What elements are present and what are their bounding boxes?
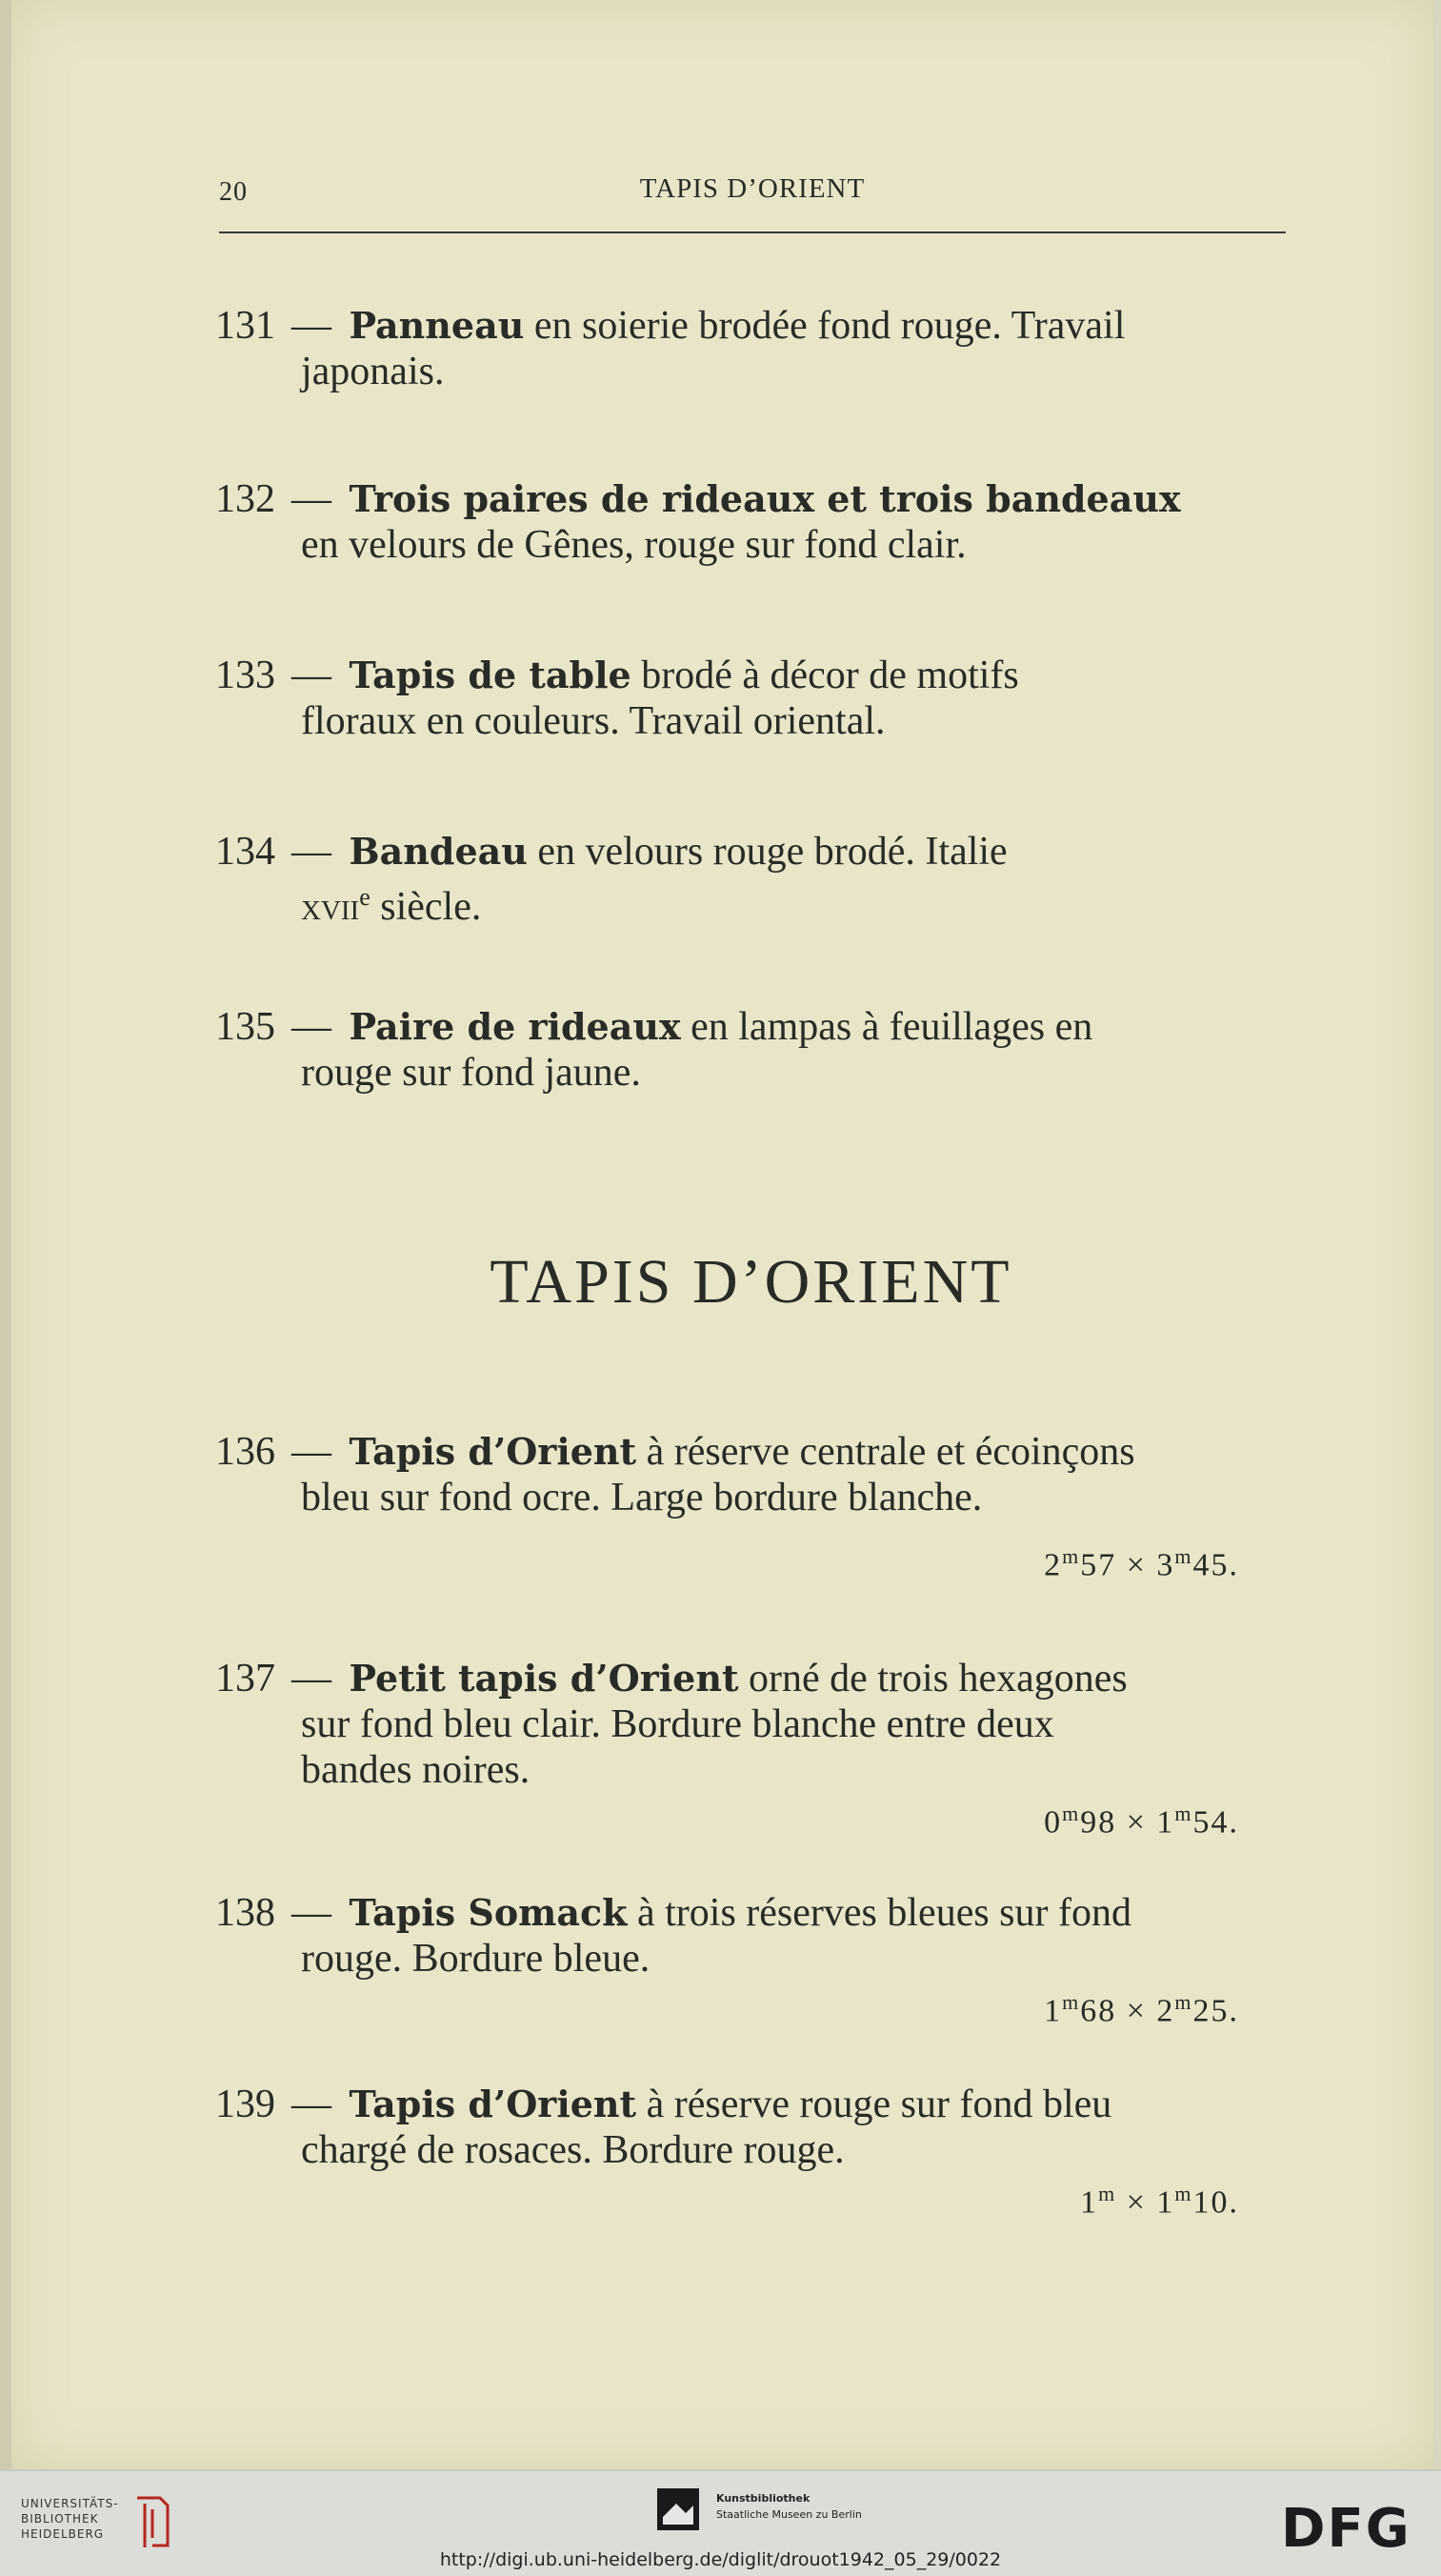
kb-subtitle: Staatliche Museen zu Berlin — [716, 2508, 862, 2521]
entry-description: en lampas à feuillages en — [680, 1005, 1093, 1049]
dim-b-rest: 25. — [1192, 1993, 1239, 2029]
dim-a-rest: 68 — [1080, 1993, 1117, 2029]
kb-name: Kunstbibliothek — [716, 2492, 811, 2505]
catalog-entry-138 — [215, 1890, 1287, 2032]
dim-b-unit: m — [1174, 1544, 1193, 1568]
entry-description: en soierie brodée fond rouge. Travail — [524, 304, 1126, 348]
dim-a: 1 — [1080, 2184, 1099, 2221]
entry-number: 137 — [215, 1657, 275, 1701]
entry-description: à réserve centrale et écoinçons — [636, 1430, 1135, 1474]
entry-title: Tapis de table — [349, 654, 631, 696]
running-head-title: TAPIS D’ORIENT — [639, 173, 866, 204]
university-library-name — [21, 2496, 145, 2542]
entry-number: 133 — [215, 654, 275, 697]
entry-title: Tapis d’Orient — [349, 1430, 637, 1473]
dimensions — [215, 2173, 1287, 2224]
entry-title: Petit tapis d’Orient — [349, 1657, 739, 1700]
dim-a-rest: 98 — [1080, 1804, 1117, 1841]
dim-separator: × — [1116, 1547, 1157, 1583]
uni-line-1: UNIVERSITÄTS- — [21, 2497, 119, 2510]
entry-title: Paire de rideaux — [349, 1005, 681, 1048]
dfg-logo: DFG — [1281, 2498, 1411, 2560]
dim-separator: × — [1116, 1804, 1157, 1841]
uni-line-2: BIBLIOTHEK — [21, 2512, 99, 2526]
dim-a-unit: m — [1098, 2182, 1117, 2205]
section-title: TAPIS D’ORIENT — [490, 1247, 1012, 1317]
dim-separator: × — [1116, 1993, 1157, 2029]
entry-number: 132 — [215, 477, 275, 521]
catalog-entry-131 — [215, 303, 1287, 394]
dimensions — [215, 1536, 1287, 1586]
dim-b-unit: m — [1174, 1990, 1193, 2014]
entry-title: Tapis Somack — [349, 1891, 628, 1934]
dim-a-unit: m — [1062, 1801, 1081, 1825]
entry-dash: — — [291, 654, 331, 697]
catalog-entry-136 — [215, 1429, 1287, 1586]
dim-b-unit: m — [1174, 1801, 1193, 1825]
dim-a-rest: 57 — [1080, 1547, 1117, 1583]
dim-b: 3 — [1156, 1547, 1175, 1583]
page-number: 20 — [219, 177, 248, 207]
dim-a-unit: m — [1062, 1990, 1081, 2014]
entry-number: 138 — [215, 1891, 275, 1935]
catalog-entry-134 — [215, 829, 1287, 930]
kunstbibliothek-text — [716, 2490, 862, 2523]
entry-description-line2: rouge. Bordure bleue. — [301, 1937, 650, 1981]
entry-title: Bandeau — [349, 830, 528, 873]
dim-a: 2 — [1044, 1547, 1063, 1583]
entry-description-line2: en velours de Gênes, rouge sur fond clair. — [301, 523, 967, 567]
running-head — [219, 173, 1286, 215]
entry-number: 134 — [215, 830, 275, 874]
entry-description-line2: rouge sur fond jaune. — [301, 1051, 641, 1095]
dim-a: 1 — [1044, 1993, 1063, 2029]
entry-description-line2-text: siècle. — [370, 885, 482, 929]
dimensions — [215, 1793, 1287, 1843]
catalog-entry-135 — [215, 1004, 1287, 1096]
entry-dash: — — [291, 2083, 331, 2126]
kunstbibliothek-logo-icon — [657, 2488, 699, 2530]
entry-dash: — — [291, 1657, 331, 1701]
century-numeral: xvii — [301, 885, 360, 929]
entry-description-line2: floraux en couleurs. Travail oriental. — [301, 699, 886, 743]
entry-dash: — — [291, 477, 331, 521]
entry-description-line2: sur fond bleu clair. Bordure blanche entre deux — [301, 1702, 1054, 1746]
entry-number: 139 — [215, 2083, 275, 2126]
dimensions — [215, 1982, 1287, 2032]
entry-number: 136 — [215, 1430, 275, 1474]
entry-dash: — — [291, 1430, 331, 1474]
entry-description-line2 — [215, 875, 1287, 930]
entry-description: à trois réserves bleues sur fond — [627, 1891, 1131, 1935]
century-superscript: e — [359, 883, 370, 911]
entry-description: orné de trois hexagones — [738, 1657, 1128, 1701]
uni-line-3: HEIDELBERG — [21, 2527, 105, 2541]
catalog-entry-133 — [215, 653, 1287, 744]
dim-b-unit: m — [1174, 2182, 1193, 2205]
entry-title: Trois paires de rideaux et trois bandeaux — [349, 477, 1181, 520]
entry-dash: — — [291, 304, 331, 348]
dim-b-rest: 54. — [1192, 1804, 1239, 1841]
dim-a-unit: m — [1062, 1544, 1081, 1568]
entry-number: 131 — [215, 304, 275, 348]
entry-title: Tapis d’Orient — [349, 2083, 637, 2125]
entry-description: en velours rouge brodé. Italie — [527, 830, 1008, 874]
heidelberg-logo-icon — [131, 2494, 173, 2549]
entry-dash: — — [291, 1005, 331, 1049]
dim-b-rest: 45. — [1192, 1547, 1239, 1583]
dim-b-rest: 10. — [1192, 2184, 1239, 2221]
catalog-entry-139 — [215, 2082, 1287, 2224]
entry-description-line2: bleu sur fond ocre. Large bordure blanche. — [301, 1476, 983, 1519]
dim-b: 1 — [1156, 1804, 1175, 1841]
entry-dash: — — [291, 830, 331, 874]
entry-title: Panneau — [349, 304, 525, 347]
dim-a: 0 — [1044, 1804, 1063, 1841]
source-url[interactable]: http://digi.ub.uni-heidelberg.de/diglit/drouot1942_05_29/0022 — [439, 2549, 1002, 2570]
viewer-footer — [0, 2469, 1441, 2576]
entry-description: brodé à décor de motifs — [630, 654, 1019, 697]
entry-number: 135 — [215, 1005, 275, 1049]
header-rule — [219, 231, 1286, 233]
entry-description: à réserve rouge sur fond bleu — [636, 2083, 1112, 2126]
dim-b: 1 — [1156, 2184, 1175, 2221]
catalog-entry-132 — [215, 476, 1287, 568]
dim-b: 2 — [1156, 1993, 1175, 2029]
entry-description-line2: chargé de rosaces. Bordure rouge. — [301, 2128, 845, 2172]
catalog-entry-137 — [215, 1656, 1287, 1843]
entry-dash: — — [291, 1891, 331, 1935]
dim-separator: × — [1116, 2184, 1157, 2221]
entry-description-line2: japonais. — [301, 350, 445, 393]
entry-description-line3: bandes noires. — [301, 1748, 530, 1792]
